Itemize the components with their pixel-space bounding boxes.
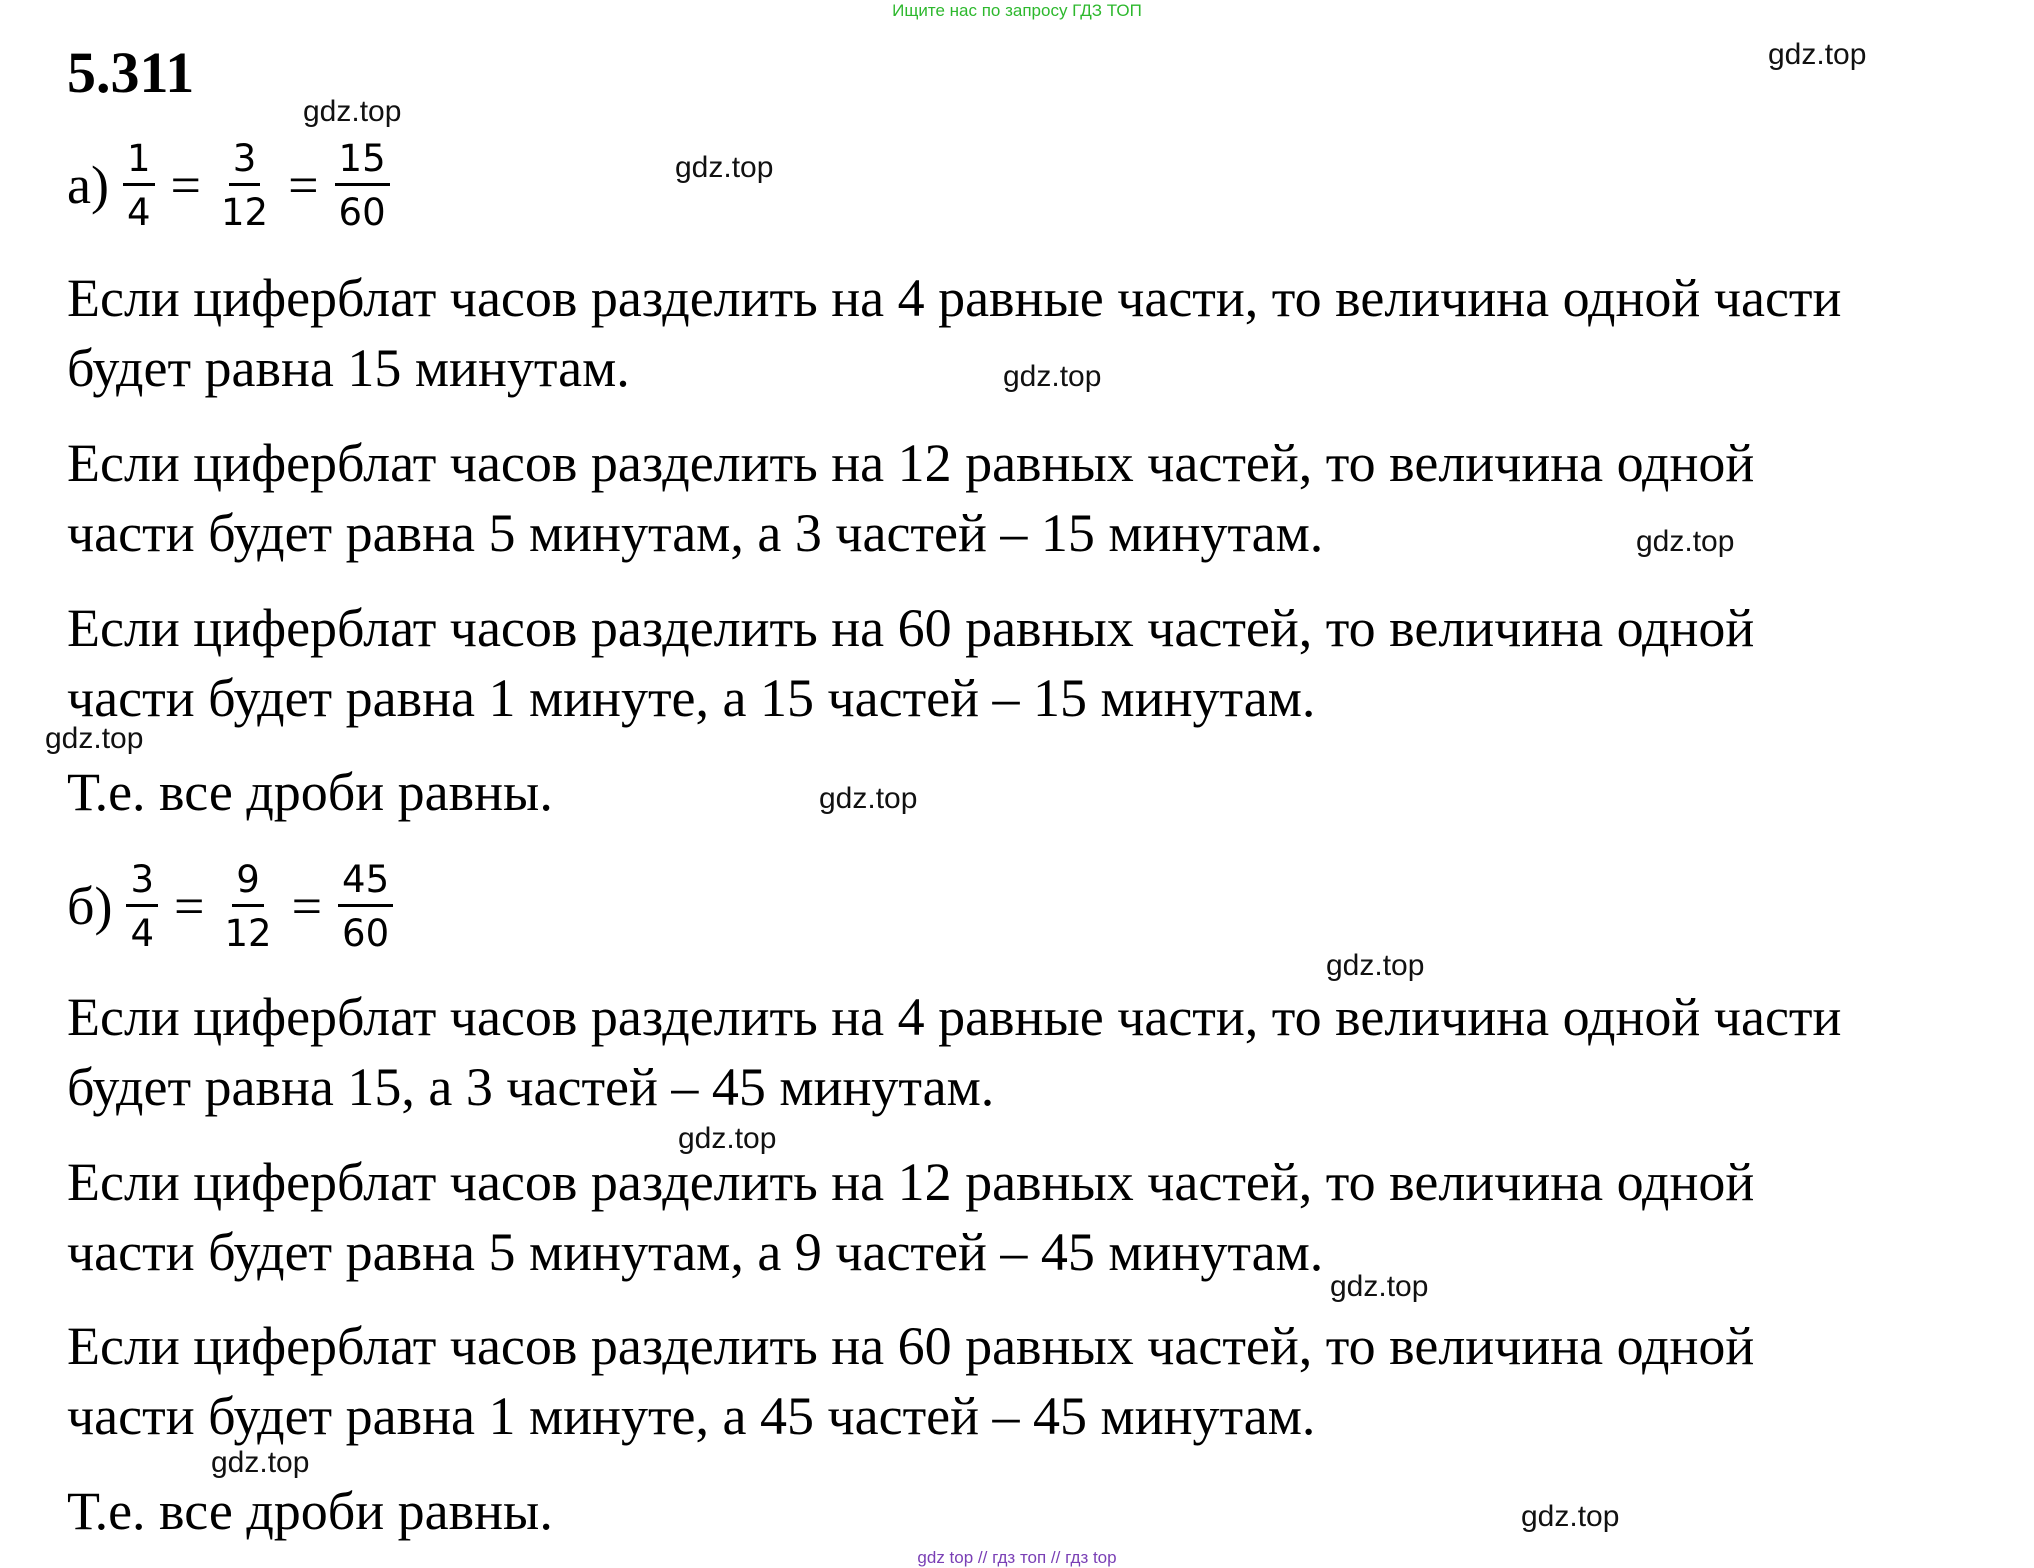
paragraph-a3 bbox=[67, 593, 2017, 733]
numerator: 3 bbox=[229, 140, 261, 186]
watermark: gdz.top bbox=[675, 151, 774, 184]
text-line: части будет равна 1 минуте, а 45 частей – 45 минутам. bbox=[67, 1386, 1316, 1446]
fraction bbox=[126, 857, 158, 955]
paragraph-b2 bbox=[67, 1147, 2017, 1287]
text-line: Если циферблат часов разделить на 4 равные части, то величина одной части bbox=[67, 268, 1842, 328]
paragraph-b1 bbox=[67, 982, 2017, 1122]
text-line: Если циферблат часов разделить на 4 равные части, то величина одной части bbox=[67, 987, 1842, 1047]
equation-b bbox=[67, 851, 399, 961]
denominator: 60 bbox=[338, 190, 386, 234]
watermark: gdz.top bbox=[1636, 525, 1735, 558]
numerator: 15 bbox=[335, 140, 390, 186]
equals-sign: = bbox=[170, 155, 201, 215]
denominator: 60 bbox=[342, 911, 390, 955]
text-line: Если циферблат часов разделить на 12 равных частей, то величина одной bbox=[67, 1152, 1755, 1212]
equals-sign: = bbox=[288, 155, 319, 215]
fraction bbox=[217, 136, 272, 234]
watermark: gdz.top bbox=[211, 1446, 310, 1479]
watermark: gdz.top bbox=[819, 782, 918, 815]
equals-sign: = bbox=[291, 876, 323, 936]
watermark: gdz.top bbox=[1003, 360, 1102, 393]
numerator: 9 bbox=[232, 861, 264, 907]
equation-a bbox=[67, 130, 396, 240]
fraction bbox=[335, 136, 390, 234]
watermark: gdz.top bbox=[1330, 1270, 1429, 1303]
numerator: 1 bbox=[123, 140, 155, 186]
fraction bbox=[220, 857, 275, 955]
text-line: части будет равна 5 минутам, а 3 частей – 15 минутам. bbox=[67, 503, 1324, 563]
watermark: gdz.top bbox=[1326, 949, 1425, 982]
text-line: Если циферблат часов разделить на 60 равных частей, то величина одной bbox=[67, 598, 1755, 658]
conclusion-a: Т.е. все дроби равны. bbox=[67, 762, 553, 822]
conclusion-b: Т.е. все дроби равны. bbox=[67, 1481, 553, 1541]
text-line: будет равна 15, а 3 частей – 45 минутам. bbox=[67, 1057, 995, 1117]
equals-sign: = bbox=[174, 876, 205, 936]
text-line: будет равна 15 минутам. bbox=[67, 338, 630, 398]
fraction bbox=[123, 136, 155, 234]
text-line: части будет равна 1 минуте, а 15 частей – 15 минутам. bbox=[67, 668, 1316, 728]
numerator: 3 bbox=[126, 861, 158, 907]
watermark: gdz.top bbox=[678, 1122, 777, 1155]
watermark: gdz.top bbox=[1768, 38, 1867, 71]
denominator: 12 bbox=[220, 190, 269, 234]
text-line: Если циферблат часов разделить на 60 равных частей, то величина одной bbox=[67, 1316, 1755, 1376]
fraction bbox=[338, 857, 393, 955]
part-b-label: б) bbox=[67, 876, 113, 936]
watermark: gdz.top bbox=[1521, 1500, 1620, 1533]
problem-number: 5.311 bbox=[67, 40, 195, 105]
top-banner: Ищите нас по запросу ГДЗ ТОП bbox=[892, 1, 1142, 20]
denominator: 4 bbox=[130, 911, 155, 955]
watermark: gdz.top bbox=[45, 722, 144, 755]
numerator: 45 bbox=[338, 861, 393, 907]
watermark: gdz.top bbox=[303, 95, 402, 128]
text-line: части будет равна 5 минутам, а 9 частей – 45 минутам. bbox=[67, 1222, 1324, 1282]
footer: gdz top // гдз топ // гдз top bbox=[917, 1548, 1117, 1567]
part-a-label: а) bbox=[67, 155, 109, 215]
text-line: Если циферблат часов разделить на 12 равных частей, то величина одной bbox=[67, 433, 1755, 493]
paragraph-b3 bbox=[67, 1311, 2017, 1451]
denominator: 12 bbox=[224, 911, 272, 955]
denominator: 4 bbox=[126, 190, 151, 234]
